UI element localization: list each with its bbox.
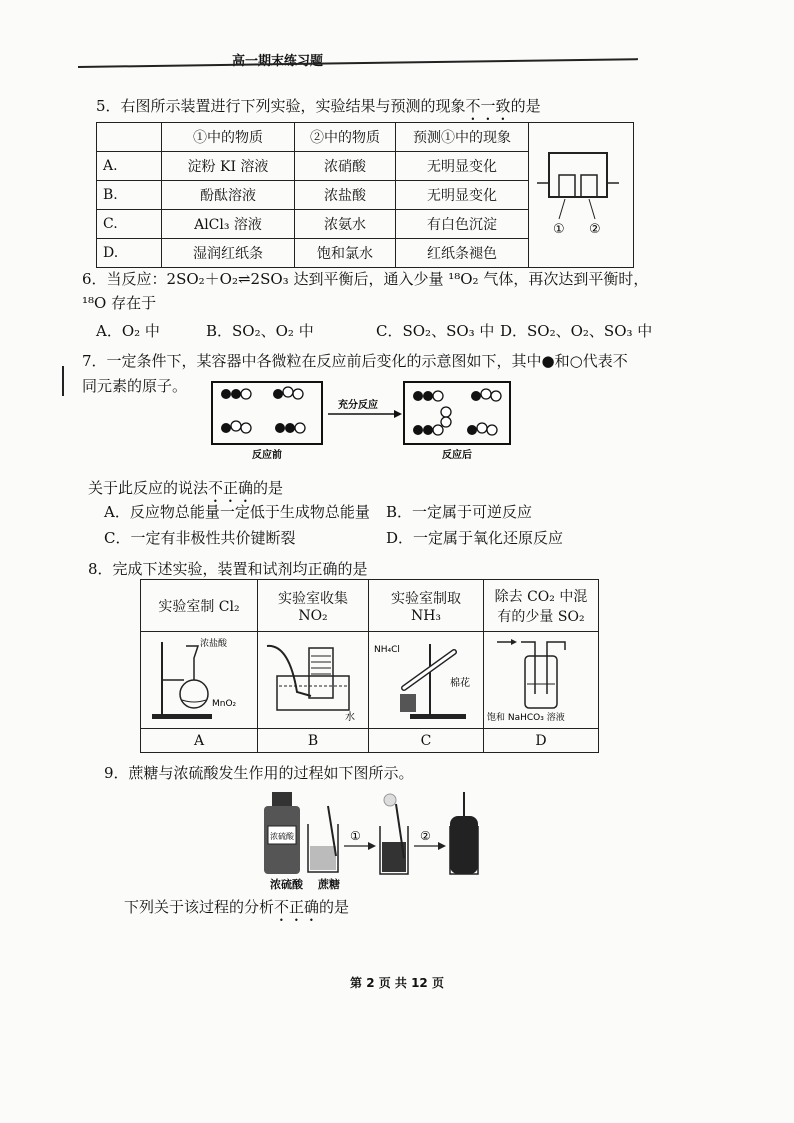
q7-line1: 7．一定条件下，某容器中各微粒在反应前后变化的示意图如下，其中●和○代表不 [82,352,628,370]
q5-apparatus [531,123,631,263]
label-nh4cl: NH₄Cl [374,645,400,655]
option-letter: C. [97,210,162,239]
table-cell: 浓盐酸 [295,181,396,210]
label-conc-h2so4: 浓硫酸 [270,878,303,891]
table-cell: 湿润红纸条 [162,239,295,268]
table-header: ①中的物质 [162,123,295,152]
header-title: 高一期末练习题 [232,54,324,69]
q6-option-b: B．SO₂、O₂ 中 [206,322,314,340]
option-letter: D. [97,239,162,268]
q7-option-d: D．一定属于氧化还原反应 [386,529,564,547]
margin-mark [62,366,64,396]
q7-stem-b: 的是 [253,479,284,497]
table-cell: 无明显变化 [396,181,529,210]
apparatus-b [259,632,367,724]
table-cell: 无明显变化 [396,152,529,181]
label-conc-hcl: 浓盐酸 [200,639,228,649]
table-cell: 浓氨水 [295,210,396,239]
q5-stem-b: 的是 [510,97,541,115]
label-cotton: 棉花 [450,678,470,689]
page-number: 第 2 页 共 12 页 [350,976,444,990]
apparatus-a [142,632,256,724]
apparatus-cell-d [484,632,599,729]
q5-table [96,122,634,268]
apparatus-cell-a [141,632,258,729]
step-2: ② [420,829,431,843]
label-sucrose: 蔗糖 [318,878,340,891]
apparatus-label-1: ① [553,222,565,237]
table-header: 除去 CO₂ 中混 有的少量 SO₂ [484,580,599,632]
table-cell: 浓硝酸 [295,152,396,181]
table-cell [97,123,162,152]
option-d: D [484,729,599,753]
apparatus-label-2: ② [589,222,601,237]
label-water: 水 [345,712,355,723]
table-header: 实验室制取 NH₃ [369,580,484,632]
table-header: ②中的物质 [295,123,396,152]
table-row [141,580,599,632]
q7-option-b: B．一定属于可逆反应 [386,503,533,521]
q5-stem-a: 5．右图所示装置进行下列实验，实验结果与预测的现象 [96,97,466,115]
option-letter: B. [97,181,162,210]
table-cell: 酚酞溶液 [162,181,295,210]
q8-stem: 8．完成下述实验，装置和试剂均正确的是 [88,560,368,578]
table-header: 实验室制 Cl₂ [141,580,258,632]
option-c: C [369,729,484,753]
apparatus-d [485,632,597,724]
table-row [141,729,599,753]
q7-option-c: C．一定有非极性共价键断裂 [104,529,296,547]
table-header: 实验室收集 NO₂ [258,580,369,632]
q9-sugar-diagram [256,786,492,890]
q7-stem-emph: 不正确 [208,479,254,497]
apparatus-cell [529,123,634,268]
option-letter: A. [97,152,162,181]
option-a: A [141,729,258,753]
q5-stem [96,95,541,124]
before-label: 反应前 [252,450,282,461]
q7-option-a: A．反应物总能量一定低于生成物总能量 [104,503,370,521]
bottle-label: 浓硫酸 [270,832,294,841]
header-rule [78,58,638,68]
q9-subquestion [124,896,349,925]
q5-stem-emph: 不一致 [465,97,511,115]
q7-stem-a: 关于此反应的说法 [88,479,209,497]
q9-sub-b: 的是 [319,898,350,916]
q6-line2: ¹⁸O 存在于 [82,294,157,312]
apparatus-cell-c [369,632,484,729]
step-1: ① [350,829,361,843]
q8-table [140,579,599,753]
option-b: B [258,729,369,753]
table-cell: 红纸条褪色 [396,239,529,268]
apparatus-cell-b [258,632,369,729]
q6-line1: 6．当反应：2SO₂＋O₂⇌2SO₃ 达到平衡后，通入少量 ¹⁸O₂ 气体，再次达到平衡时， [82,270,649,288]
apparatus-c [370,632,482,724]
table-row [141,632,599,729]
q9-stem: 9．蔗糖与浓硫酸发生作用的过程如下图所示。 [104,764,414,782]
table-cell: 淀粉 KI 溶液 [162,152,295,181]
after-label: 反应后 [442,450,472,461]
table-header: 预测①中的现象 [396,123,529,152]
table-row [97,123,634,152]
q7-line2: 同元素的原子。 [82,377,188,395]
q6-option-a: A．O₂ 中 [96,322,160,340]
q6-option-c: C．SO₂、SO₃ 中 [376,322,495,340]
table-cell: AlCl₃ 溶液 [162,210,295,239]
arrow-label: 充分反应 [338,400,378,411]
q9-sub-emph: 不正确 [274,898,320,916]
q6-option-d: D．SO₂、O₂、SO₃ 中 [500,322,653,340]
label-mno2: MnO₂ [212,699,237,709]
label-nahco3: 饱和 NaHCO₃ 溶液 [487,713,565,723]
q9-sub-a: 下列关于该过程的分析 [124,898,275,916]
table-cell: 饱和氯水 [295,239,396,268]
table-cell: 有白色沉淀 [396,210,529,239]
q7-reaction-diagram [208,378,514,462]
